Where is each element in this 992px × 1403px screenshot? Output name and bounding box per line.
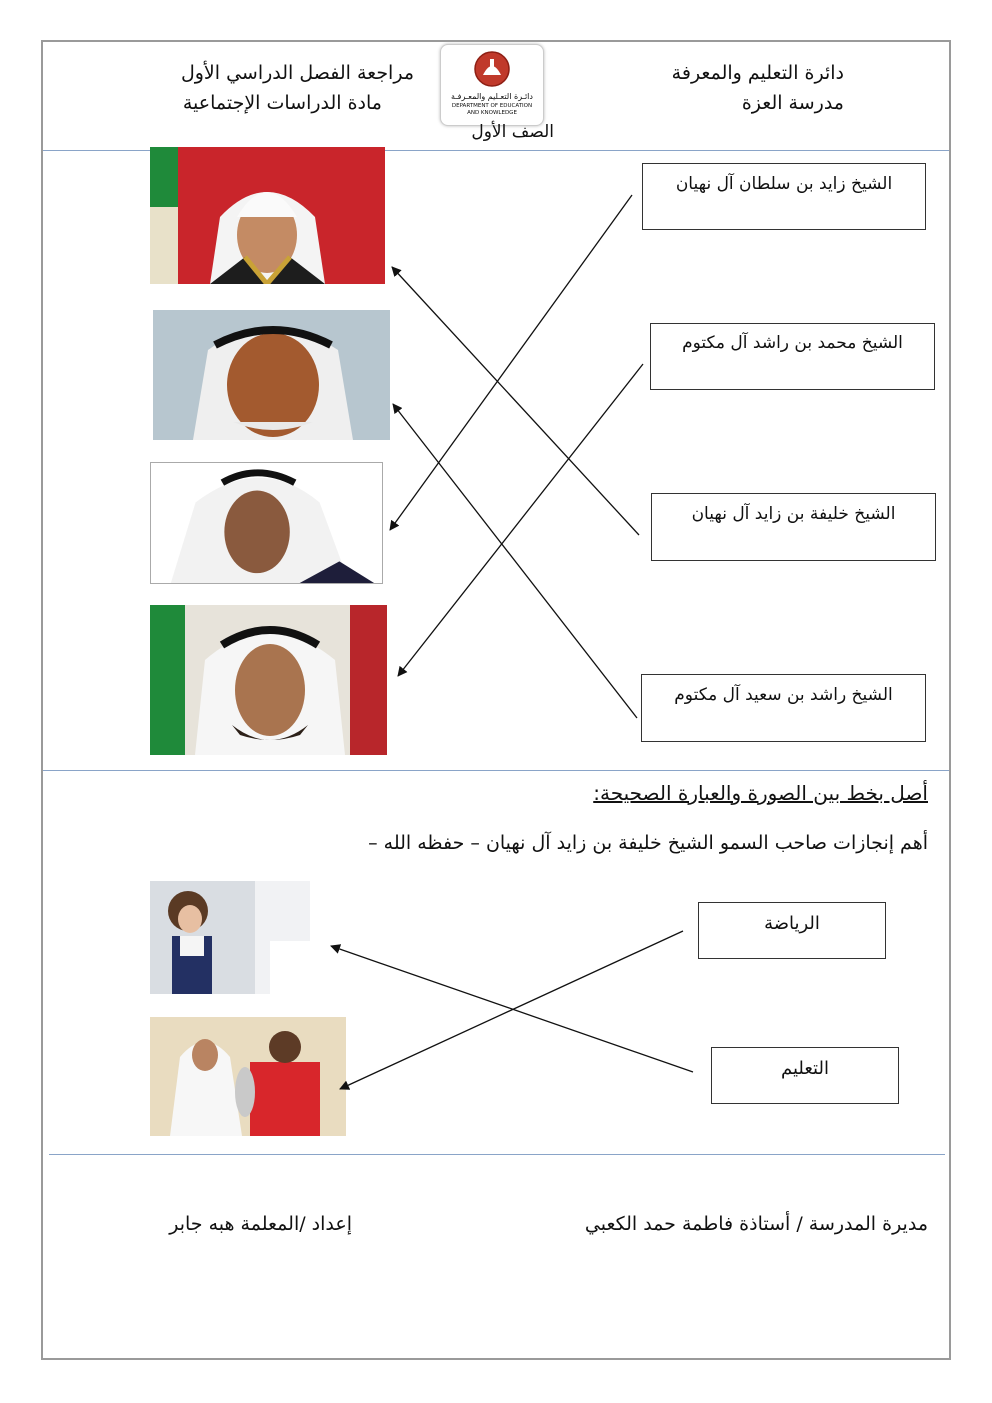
divider-middle <box>43 770 949 771</box>
portrait-1 <box>150 147 385 284</box>
name-label-4: الشيخ راشد بن سعيد آل مكتوم <box>674 685 893 705</box>
matching-instruction: أصل بخط بين الصورة والعبارة الصحيحة: <box>593 781 928 805</box>
name-label-1: الشيخ زايد بن سلطان آل نهيان <box>675 174 893 194</box>
review-title: مراجعة الفصل الدراسي الأول <box>180 62 414 84</box>
logo-text-arabic: دائـرة التعـليم والمعـرفـة <box>451 92 533 101</box>
subject-title: مادة الدراسات الإجتماعية <box>182 92 382 114</box>
department-logo <box>440 44 544 126</box>
divider-bottom <box>49 1154 945 1155</box>
sports-photo <box>150 1017 346 1136</box>
grade-label: الصف الأول <box>471 122 554 142</box>
name-box-3 <box>651 493 936 561</box>
option-label-sports: الرياضة <box>764 913 820 934</box>
name-box-1 <box>642 163 926 230</box>
option-box-sports <box>698 902 886 959</box>
teacher-credit: إعداد /المعلمة هبه جابر <box>169 1213 352 1235</box>
question-text: أهم إنجازات صاحب السمو الشيخ خليفة بن زايد آل نهيان – حفظه الله – <box>368 832 928 854</box>
name-box-4 <box>641 674 926 742</box>
portrait-4 <box>150 605 387 755</box>
portrait-2 <box>153 310 390 440</box>
education-photo <box>150 881 310 994</box>
name-label-3: الشيخ خليفة بن زايد آل نهيان <box>691 504 896 524</box>
portrait-3 <box>150 462 383 584</box>
school-name: مدرسة العزة <box>741 92 844 114</box>
option-label-education: التعليم <box>781 1058 829 1079</box>
name-label-2: الشيخ محمد بن راشد آل مكتوم <box>682 333 903 353</box>
option-box-education <box>711 1047 899 1104</box>
principal-signature: مديرة المدرسة / أستاذة فاطمة حمد الكعبي <box>584 1213 928 1235</box>
logo-text-english-1: DEPARTMENT OF EDUCATION <box>451 103 533 109</box>
name-box-2 <box>650 323 935 390</box>
department-name: دائرة التعليم والمعرفة <box>671 62 844 84</box>
logo-text-english-2: AND KNOWLEDGE <box>467 110 517 116</box>
